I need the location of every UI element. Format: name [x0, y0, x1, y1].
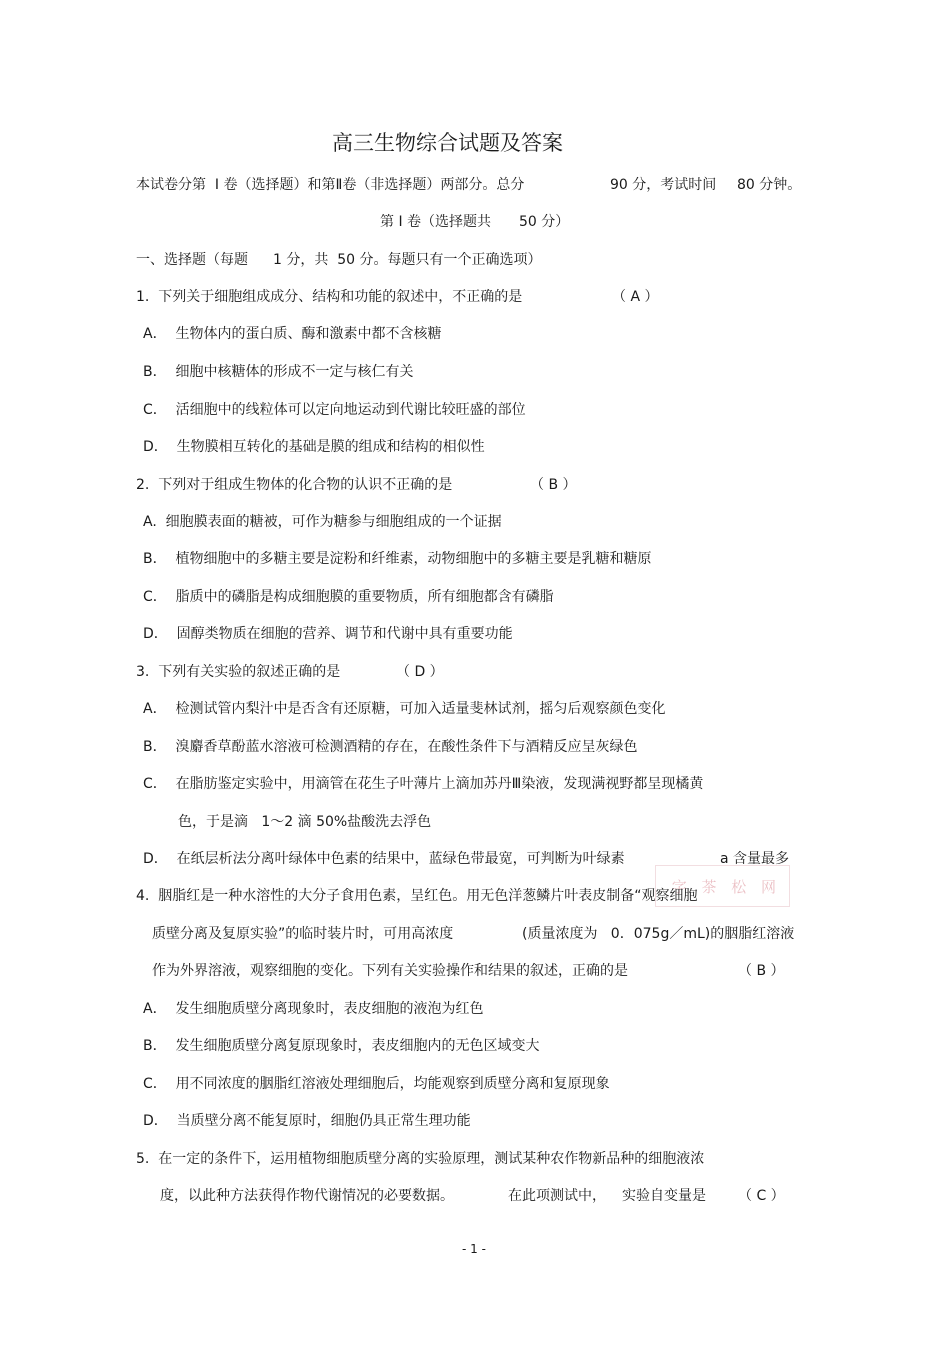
question-3-option-b: B． 溴麝香草酚蓝水溶液可检测酒精的存在，在酸性条件下与酒精反应呈灰绿色: [143, 739, 638, 755]
question-5-stem-line-2-c: 实验自变量是: [622, 1188, 706, 1204]
question-4-stem-line-2-concentration: (质量浓度为 0．075g／mL)的胭脂红溶液: [522, 926, 795, 942]
instructions-detail: 1 分，共 50 分。每题只有一个正确选项）: [273, 252, 542, 268]
question-1-option-c: C． 活细胞中的线粒体可以定向地运动到代谢比较旺盛的部位: [143, 402, 526, 418]
section-header-score: 50 分）: [519, 214, 570, 230]
question-4-stem-line-2: 质壁分离及复原实验”的临时装片时，可用高浓度: [152, 926, 454, 942]
question-5-stem-line-2-b: 在此项测试中，: [508, 1188, 606, 1204]
question-3-option-a: A． 检测试管内梨汁中是否含有还原糖，可加入适量斐林试剂，摇匀后观察颜色变化: [143, 701, 666, 717]
intro-total-score: 90 分，考试时间: [610, 177, 717, 193]
instructions: 一、选择题（每题: [136, 252, 248, 268]
question-3-option-c-continued: 色，于是滴 1～2 滴 50%盐酸洗去浮色: [178, 814, 432, 830]
question-3-option-d: D． 在纸层析法分离叶绿体中色素的结果中，蓝绿色带最宽，可判断为叶绿素: [143, 851, 625, 867]
question-4-option-a: A． 发生细胞质壁分离现象时，表皮细胞的液泡为红色: [143, 1001, 484, 1017]
question-1-answer: （ A ）: [612, 289, 659, 305]
intro-text: 本试卷分第 Ⅰ 卷（选择题）和第Ⅱ卷（非选择题）两部分。总分: [136, 177, 525, 193]
question-3-stem: 3. 下列有关实验的叙述正确的是: [136, 664, 341, 680]
question-2-answer: （ B ）: [530, 477, 577, 493]
question-4-option-b: B． 发生细胞质壁分离复原现象时，表皮细胞内的无色区域变大: [143, 1038, 540, 1054]
question-3-option-d-end: a 含量最多: [720, 851, 790, 867]
question-4-stem-line-3: 作为外界溶液，观察细胞的变化。下列有关实验操作和结果的叙述，正确的是: [152, 963, 628, 979]
intro-time: 80 分钟。: [737, 177, 802, 193]
question-5-stem: 5. 在一定的条件下，运用植物细胞质壁分离的实验原理，测试某种农作物新品种的细胞液浓: [136, 1151, 705, 1167]
question-4-answer: （ B ）: [738, 963, 785, 979]
question-1-option-b: B． 细胞中核糖体的形成不一定与核仁有关: [143, 364, 414, 380]
question-3-answer: （ D ）: [396, 664, 444, 680]
question-1-stem: 1. 下列关于细胞组成成分、结构和功能的叙述中，不正确的是: [136, 289, 523, 305]
question-4-stem: 4. 胭脂红是一种水溶性的大分子食用色素，呈红色。用无色洋葱鳞片叶表皮制备“观察细胞: [136, 888, 698, 904]
question-2-option-d: D． 固醇类物质在细胞的营养、调节和代谢中具有重要功能: [143, 626, 513, 642]
question-2-option-c: C． 脂质中的磷脂是构成细胞膜的重要物质，所有细胞都含有磷脂: [143, 589, 554, 605]
section-header: 第 Ⅰ 卷（选择题共: [380, 214, 492, 230]
question-2-stem: 2. 下列对于组成生物体的化合物的认识不正确的是: [136, 477, 453, 493]
question-3-option-c: C． 在脂肪鉴定实验中，用滴管在花生子叶薄片上滴加苏丹Ⅲ染液，发现满视野都呈现橘黄: [143, 776, 704, 792]
question-5-answer: （ C ）: [738, 1188, 785, 1204]
question-5-stem-line-2: 度，以此种方法获得作物代谢情况的必要数据。: [160, 1188, 454, 1204]
question-4-option-d: D． 当质壁分离不能复原时，细胞仍具正常生理功能: [143, 1113, 471, 1129]
question-4-option-c: C． 用不同浓度的胭脂红溶液处理细胞后，均能观察到质壁分离和复原现象: [143, 1076, 610, 1092]
question-2-option-a: A. 细胞膜表面的糖被，可作为糖参与细胞组成的一个证据: [143, 514, 502, 530]
question-2-option-b: B． 植物细胞中的多糖主要是淀粉和纤维素，动物细胞中的多糖主要是乳糖和糖原: [143, 551, 652, 567]
question-1-option-d: D． 生物膜相互转化的基础是膜的组成和结构的相似性: [143, 439, 485, 455]
page-number: - 1 -: [462, 1242, 486, 1256]
watermark-stamp: 字 茶 松 网: [655, 865, 790, 907]
document-title: 高三生物综合试题及答案: [332, 131, 563, 155]
question-1-option-a: A． 生物体内的蛋白质、酶和激素中都不含核糖: [143, 326, 442, 342]
